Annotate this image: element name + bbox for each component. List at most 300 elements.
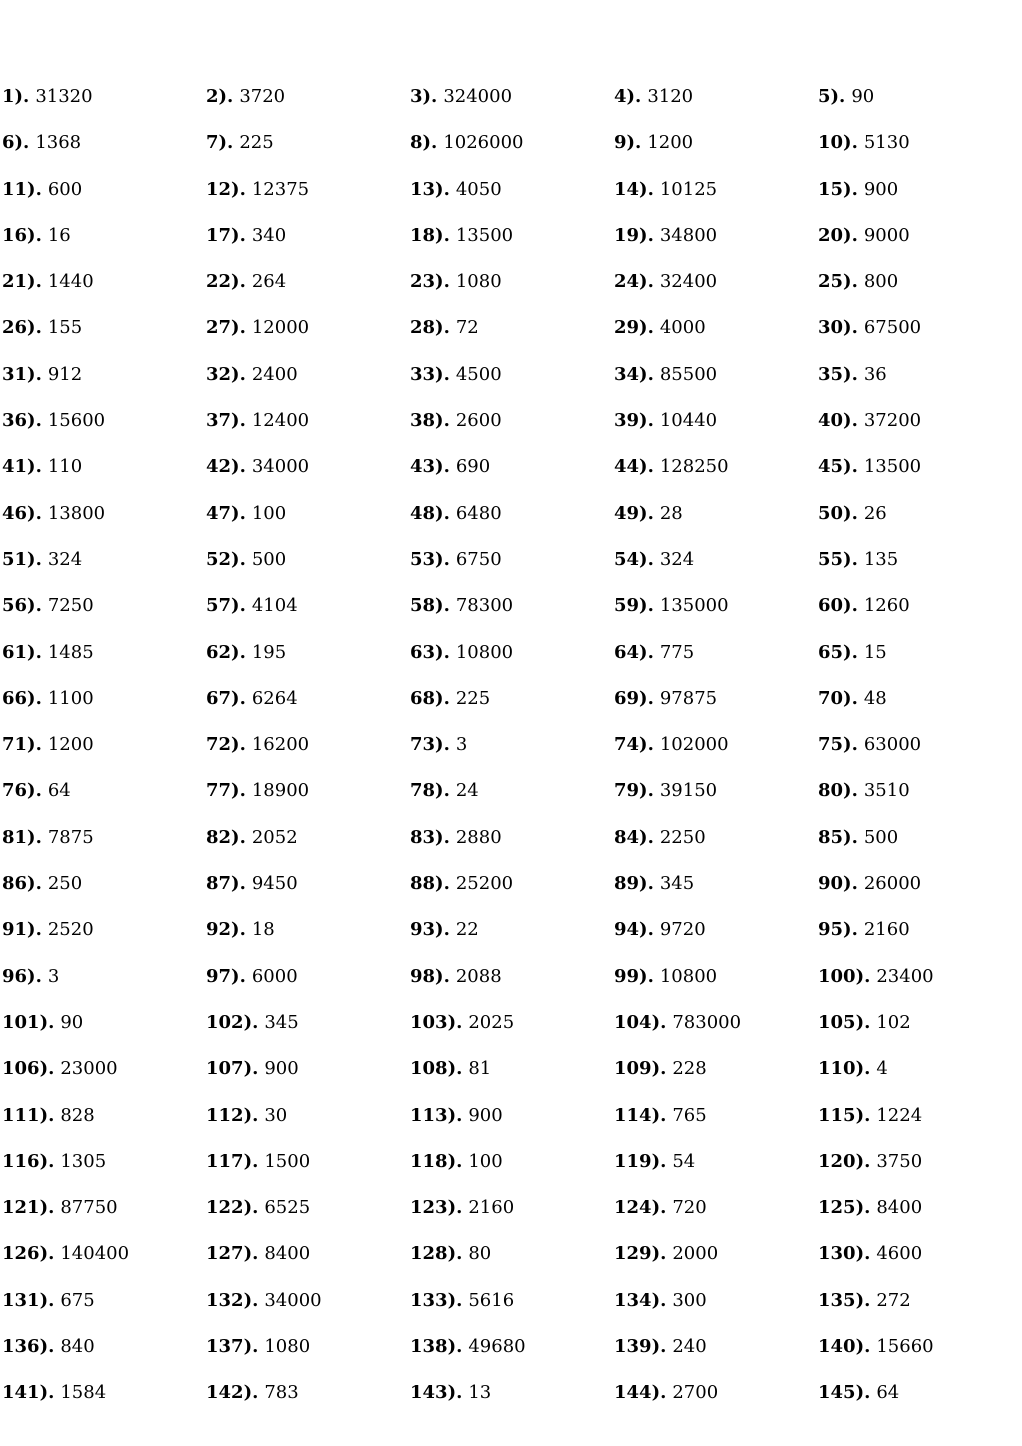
answer-item <box>614 732 818 778</box>
answer-number: 48). <box>410 502 450 524</box>
answer-item <box>818 1334 1022 1380</box>
answer-item <box>206 778 410 824</box>
answer-number: 45). <box>818 456 858 478</box>
answer-item <box>206 84 410 130</box>
answer-number: 32). <box>206 363 246 385</box>
answer-item <box>614 408 818 454</box>
answer-number: 95). <box>818 919 858 941</box>
answer-value: 1500 <box>264 1150 311 1172</box>
answer-item <box>410 686 614 732</box>
answer-value: 345 <box>659 873 695 895</box>
answer-item <box>818 1380 1022 1426</box>
answer-number: 84). <box>614 826 654 848</box>
answer-item <box>2 1010 206 1056</box>
answer-value: 135000 <box>659 595 729 617</box>
answer-item <box>614 269 818 315</box>
answer-value: 3750 <box>876 1150 923 1172</box>
answer-value: 1200 <box>647 132 694 154</box>
answer-number: 143). <box>410 1382 463 1404</box>
answer-value: 100 <box>251 502 287 524</box>
answer-value: 675 <box>60 1289 95 1311</box>
answer-number: 126). <box>2 1243 55 1265</box>
answer-value: 36 <box>863 363 887 385</box>
answer-number: 81). <box>2 826 42 848</box>
answer-number: 28). <box>410 317 450 339</box>
answer-number: 114). <box>614 1104 667 1126</box>
answer-value: 102000 <box>659 734 729 756</box>
answer-item <box>614 1380 818 1426</box>
answer-item <box>614 84 818 130</box>
answer-number: 1). <box>2 86 30 107</box>
answer-item <box>206 1149 410 1195</box>
answer-item <box>2 408 206 454</box>
answer-item <box>206 1056 410 1102</box>
answer-item <box>2 84 206 130</box>
answer-value: 900 <box>863 178 899 200</box>
answer-value: 64 <box>47 780 71 802</box>
answer-item <box>410 1010 614 1056</box>
answer-number: 78). <box>410 780 450 802</box>
answer-item <box>614 223 818 269</box>
answer-value: 690 <box>455 456 491 478</box>
answer-number: 119). <box>614 1150 667 1172</box>
answer-value: 4050 <box>455 178 502 200</box>
answer-value: 110 <box>47 456 83 478</box>
answer-number: 118). <box>410 1150 463 1172</box>
answer-value: 16200 <box>251 734 310 756</box>
answer-value: 345 <box>264 1011 299 1033</box>
answer-number: 27). <box>206 317 246 339</box>
answer-item <box>2 593 206 639</box>
answer-item <box>410 547 614 593</box>
answer-item <box>614 130 818 176</box>
answer-number: 125). <box>818 1197 871 1219</box>
answer-value: 9000 <box>863 224 910 246</box>
answer-number: 102). <box>206 1011 259 1033</box>
answer-number: 97). <box>206 965 246 987</box>
answer-item <box>2 1149 206 1195</box>
answer-number: 4). <box>614 86 642 107</box>
answer-value: 2520 <box>47 919 94 941</box>
answer-value: 54 <box>672 1150 696 1172</box>
answer-number: 55). <box>818 548 858 570</box>
answer-number: 142). <box>206 1382 259 1404</box>
answer-item <box>818 1241 1022 1287</box>
answer-value: 500 <box>863 826 899 848</box>
answer-item <box>410 964 614 1010</box>
answer-value: 840 <box>60 1336 95 1358</box>
answer-number: 112). <box>206 1104 259 1126</box>
answer-item <box>206 593 410 639</box>
answer-item <box>2 130 206 176</box>
answer-value: 300 <box>672 1289 707 1311</box>
answer-number: 74). <box>614 734 654 756</box>
answer-number: 46). <box>2 502 42 524</box>
answer-value: 3510 <box>863 780 910 802</box>
answer-item <box>614 1195 818 1241</box>
answer-value: 49680 <box>468 1336 526 1358</box>
answer-item <box>818 315 1022 361</box>
answer-number: 137). <box>206 1336 259 1358</box>
answer-number: 98). <box>410 965 450 987</box>
answer-item <box>818 732 1022 778</box>
answer-item <box>614 964 818 1010</box>
answer-number: 47). <box>206 502 246 524</box>
answer-number: 116). <box>2 1150 55 1172</box>
answer-value: 225 <box>455 687 491 709</box>
answer-number: 8). <box>410 132 438 154</box>
answer-value: 13 <box>468 1382 492 1404</box>
answer-number: 99). <box>614 965 654 987</box>
answer-value: 12375 <box>251 178 310 200</box>
answer-item <box>818 917 1022 963</box>
answer-item <box>206 130 410 176</box>
answer-number: 41). <box>2 456 42 478</box>
answer-value: 195 <box>251 641 287 663</box>
answer-number: 92). <box>206 919 246 941</box>
answer-item <box>410 825 614 871</box>
answer-value: 12000 <box>251 317 310 339</box>
answer-number: 39). <box>614 410 654 432</box>
answer-item <box>818 223 1022 269</box>
answer-number: 101). <box>2 1011 55 1033</box>
answer-item <box>2 640 206 686</box>
answer-number: 68). <box>410 687 450 709</box>
answer-value: 4600 <box>876 1243 923 1265</box>
answer-number: 138). <box>410 1336 463 1358</box>
answer-number: 13). <box>410 178 450 200</box>
answer-value: 4104 <box>251 595 298 617</box>
answer-number: 121). <box>2 1197 55 1219</box>
answer-item <box>818 130 1022 176</box>
answer-value: 9450 <box>251 873 298 895</box>
answer-item <box>206 686 410 732</box>
answer-value: 1485 <box>47 641 94 663</box>
answer-item <box>2 732 206 778</box>
answer-number: 66). <box>2 687 42 709</box>
answer-value: 720 <box>672 1197 707 1219</box>
answer-item <box>410 1103 614 1149</box>
answer-value: 13500 <box>863 456 922 478</box>
answer-value: 23000 <box>60 1058 118 1080</box>
answer-value: 2088 <box>455 965 502 987</box>
answer-item <box>206 362 410 408</box>
answer-item <box>614 362 818 408</box>
answer-value: 6264 <box>251 687 298 709</box>
answer-item <box>410 917 614 963</box>
answer-value: 1368 <box>35 132 82 154</box>
answer-value: 34000 <box>264 1289 322 1311</box>
answer-number: 130). <box>818 1243 871 1265</box>
answer-item <box>410 1149 614 1195</box>
answer-value: 6480 <box>455 502 502 524</box>
answer-item <box>410 84 614 130</box>
answer-item <box>614 686 818 732</box>
answer-value: 264 <box>251 271 287 293</box>
answer-number: 83). <box>410 826 450 848</box>
answer-value: 34000 <box>251 456 310 478</box>
answer-value: 135 <box>863 548 899 570</box>
answer-number: 14). <box>614 178 654 200</box>
answer-number: 129). <box>614 1243 667 1265</box>
answer-value: 7875 <box>47 826 94 848</box>
answer-item <box>206 1241 410 1287</box>
answer-number: 123). <box>410 1197 463 1219</box>
answer-item <box>206 1288 410 1334</box>
answer-number: 62). <box>206 641 246 663</box>
answer-value: 272 <box>876 1289 911 1311</box>
answer-item <box>410 1380 614 1426</box>
answer-item <box>410 223 614 269</box>
answer-item <box>2 1334 206 1380</box>
answer-item <box>410 640 614 686</box>
answer-number: 122). <box>206 1197 259 1219</box>
answer-item <box>410 408 614 454</box>
answer-value: 783000 <box>672 1011 742 1033</box>
answer-number: 2). <box>206 86 234 107</box>
answer-value: 1260 <box>863 595 910 617</box>
answer-value: 828 <box>60 1104 95 1126</box>
answer-number: 42). <box>206 456 246 478</box>
answer-value: 28 <box>659 502 683 524</box>
answer-number: 70). <box>818 687 858 709</box>
answer-value: 10800 <box>659 965 718 987</box>
answer-item <box>614 640 818 686</box>
answer-item <box>410 593 614 639</box>
answer-number: 51). <box>2 548 42 570</box>
answer-value: 78300 <box>455 595 514 617</box>
answer-item <box>410 732 614 778</box>
answer-number: 100). <box>818 965 871 987</box>
answer-item <box>206 177 410 223</box>
answer-number: 109). <box>614 1058 667 1080</box>
answer-number: 40). <box>818 410 858 432</box>
answer-number: 96). <box>2 965 42 987</box>
answer-value: 48 <box>863 687 887 709</box>
answer-number: 104). <box>614 1011 667 1033</box>
answer-item <box>410 454 614 500</box>
answer-value: 34800 <box>659 224 718 246</box>
answer-key-grid <box>2 84 1022 1427</box>
answer-number: 107). <box>206 1058 259 1080</box>
answer-item <box>206 1380 410 1426</box>
answer-value: 67500 <box>863 317 922 339</box>
answer-item <box>206 640 410 686</box>
answer-number: 58). <box>410 595 450 617</box>
answer-item <box>2 1195 206 1241</box>
answer-item <box>614 593 818 639</box>
answer-value: 1584 <box>60 1382 107 1404</box>
answer-number: 141). <box>2 1382 55 1404</box>
answer-item <box>818 547 1022 593</box>
answer-item <box>818 964 1022 1010</box>
answer-number: 54). <box>614 548 654 570</box>
answer-item <box>614 825 818 871</box>
answer-value: 912 <box>47 363 83 385</box>
answer-number: 124). <box>614 1197 667 1219</box>
answer-item <box>410 1334 614 1380</box>
answer-number: 120). <box>818 1150 871 1172</box>
answer-value: 18 <box>251 919 275 941</box>
answer-value: 3120 <box>647 86 694 107</box>
answer-value: 6000 <box>251 965 298 987</box>
answer-item <box>206 1195 410 1241</box>
answer-item <box>614 501 818 547</box>
answer-item <box>206 964 410 1010</box>
answer-item <box>410 177 614 223</box>
answer-number: 77). <box>206 780 246 802</box>
answer-value: 324 <box>659 548 695 570</box>
answer-number: 76). <box>2 780 42 802</box>
answer-number: 35). <box>818 363 858 385</box>
answer-item <box>614 454 818 500</box>
answer-item <box>614 778 818 824</box>
answer-number: 113). <box>410 1104 463 1126</box>
answer-number: 79). <box>614 780 654 802</box>
answer-value: 3 <box>455 734 468 756</box>
answer-number: 5). <box>818 86 846 107</box>
answer-value: 225 <box>239 132 274 154</box>
answer-number: 25). <box>818 271 858 293</box>
answer-item <box>206 315 410 361</box>
answer-value: 10800 <box>455 641 514 663</box>
answer-value: 30 <box>264 1104 288 1126</box>
answer-item <box>206 223 410 269</box>
answer-value: 2025 <box>468 1011 515 1033</box>
answer-number: 19). <box>614 224 654 246</box>
answer-number: 29). <box>614 317 654 339</box>
answer-item <box>818 640 1022 686</box>
answer-number: 11). <box>2 178 42 200</box>
answer-number: 90). <box>818 873 858 895</box>
answer-number: 49). <box>614 502 654 524</box>
answer-value: 2160 <box>863 919 910 941</box>
answer-value: 2000 <box>672 1243 719 1265</box>
answer-item <box>818 593 1022 639</box>
answer-item <box>818 1149 1022 1195</box>
answer-item <box>614 315 818 361</box>
answer-value: 3 <box>47 965 60 987</box>
answer-value: 63000 <box>863 734 922 756</box>
answer-number: 88). <box>410 873 450 895</box>
answer-item <box>614 1010 818 1056</box>
answer-item <box>818 501 1022 547</box>
answer-value: 15600 <box>47 410 106 432</box>
answer-number: 86). <box>2 873 42 895</box>
answer-value: 783 <box>264 1382 299 1404</box>
answer-value: 102 <box>876 1011 911 1033</box>
answer-number: 53). <box>410 548 450 570</box>
answer-value: 2160 <box>468 1197 515 1219</box>
answer-value: 12400 <box>251 410 310 432</box>
answer-value: 64 <box>876 1382 900 1404</box>
answer-value: 10440 <box>659 410 718 432</box>
answer-value: 324 <box>47 548 83 570</box>
answer-number: 21). <box>2 271 42 293</box>
answer-item <box>2 223 206 269</box>
answer-number: 31). <box>2 363 42 385</box>
answer-item <box>410 1241 614 1287</box>
answer-value: 775 <box>659 641 695 663</box>
answer-number: 9). <box>614 132 642 154</box>
answer-item <box>818 871 1022 917</box>
answer-item <box>2 454 206 500</box>
answer-value: 128250 <box>659 456 729 478</box>
answer-number: 69). <box>614 687 654 709</box>
answer-item <box>2 547 206 593</box>
answer-number: 117). <box>206 1150 259 1172</box>
answer-number: 145). <box>818 1382 871 1404</box>
answer-item <box>2 1288 206 1334</box>
answer-value: 39150 <box>659 780 718 802</box>
answer-value: 1080 <box>455 271 502 293</box>
answer-item <box>818 1010 1022 1056</box>
answer-value: 765 <box>672 1104 707 1126</box>
answer-number: 91). <box>2 919 42 941</box>
answer-number: 131). <box>2 1289 55 1311</box>
answer-number: 57). <box>206 595 246 617</box>
answer-number: 94). <box>614 919 654 941</box>
answer-value: 500 <box>251 548 287 570</box>
answer-value: 15 <box>863 641 887 663</box>
answer-value: 16 <box>47 224 71 246</box>
answer-number: 128). <box>410 1243 463 1265</box>
answer-value: 140400 <box>60 1243 130 1265</box>
answer-item <box>410 778 614 824</box>
answer-value: 2400 <box>251 363 298 385</box>
answer-item <box>614 1149 818 1195</box>
answer-item <box>614 871 818 917</box>
answer-item <box>206 825 410 871</box>
answer-value: 31320 <box>35 86 93 107</box>
answer-number: 56). <box>2 595 42 617</box>
answer-value: 37200 <box>863 410 922 432</box>
answer-number: 134). <box>614 1289 667 1311</box>
answer-number: 37). <box>206 410 246 432</box>
answer-number: 10). <box>818 132 858 154</box>
answer-item <box>410 1195 614 1241</box>
answer-item <box>818 686 1022 732</box>
answer-number: 3). <box>410 86 438 107</box>
answer-item <box>206 408 410 454</box>
answer-value: 1200 <box>47 734 94 756</box>
answer-value: 25200 <box>455 873 514 895</box>
answer-number: 85). <box>818 826 858 848</box>
answer-value: 22 <box>455 919 479 941</box>
answer-value: 900 <box>264 1058 299 1080</box>
answer-number: 17). <box>206 224 246 246</box>
answer-value: 324000 <box>443 86 513 107</box>
answer-value: 18900 <box>251 780 310 802</box>
answer-value: 6525 <box>264 1197 311 1219</box>
answer-number: 105). <box>818 1011 871 1033</box>
answer-number: 43). <box>410 456 450 478</box>
answer-number: 139). <box>614 1336 667 1358</box>
answer-item <box>2 315 206 361</box>
answer-value: 81 <box>468 1058 492 1080</box>
answer-value: 1080 <box>264 1336 311 1358</box>
answer-item <box>410 269 614 315</box>
answer-item <box>2 871 206 917</box>
answer-number: 18). <box>410 224 450 246</box>
answer-value: 15660 <box>876 1336 934 1358</box>
answer-item <box>818 408 1022 454</box>
answer-item <box>206 871 410 917</box>
answer-value: 340 <box>251 224 287 246</box>
answer-value: 100 <box>468 1150 503 1172</box>
answer-value: 26 <box>863 502 887 524</box>
answer-item <box>818 84 1022 130</box>
